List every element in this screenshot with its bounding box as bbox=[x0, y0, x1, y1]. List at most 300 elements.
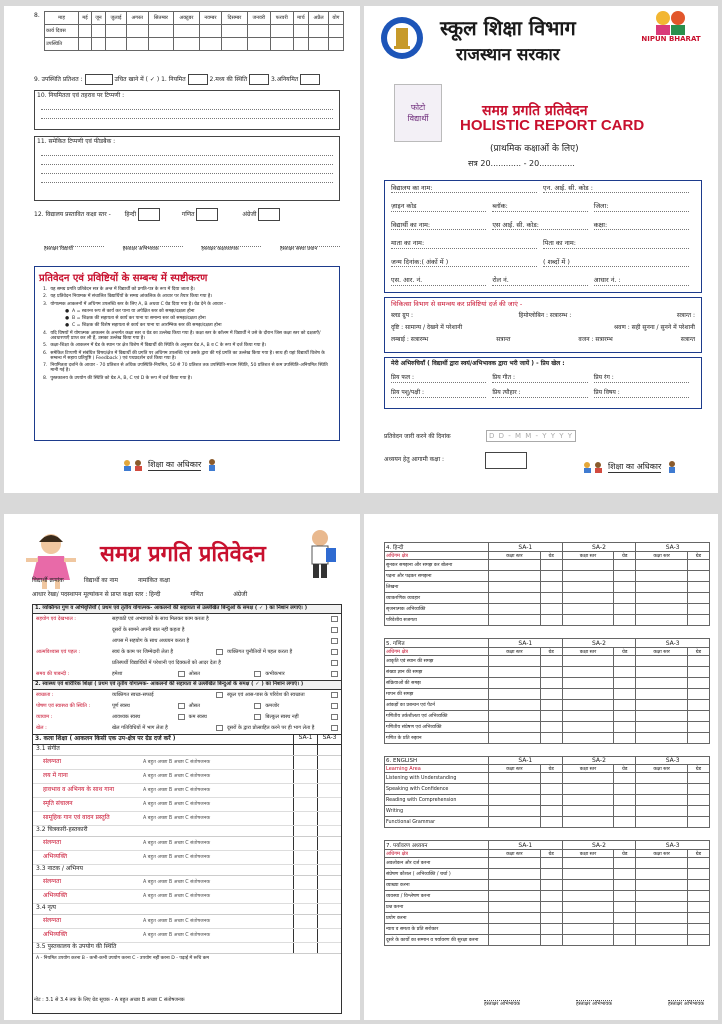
month-cell[interactable] bbox=[247, 38, 270, 51]
grade-cell[interactable] bbox=[687, 902, 709, 913]
grade-cell[interactable] bbox=[614, 733, 636, 744]
grade-cell[interactable] bbox=[614, 806, 636, 817]
grade-cell[interactable] bbox=[687, 689, 709, 700]
grade-cell[interactable] bbox=[540, 733, 562, 744]
grade-cell[interactable] bbox=[489, 656, 541, 667]
grade-cell[interactable] bbox=[540, 795, 562, 806]
grade-cell[interactable] bbox=[687, 935, 709, 946]
art-sa3-cell[interactable] bbox=[317, 756, 341, 769]
grade-cell[interactable] bbox=[489, 817, 541, 828]
grade-cell[interactable] bbox=[489, 795, 541, 806]
grade-cell[interactable] bbox=[489, 689, 541, 700]
grade-cell[interactable] bbox=[489, 869, 541, 880]
grade-cell[interactable] bbox=[636, 571, 688, 582]
grade-cell[interactable] bbox=[540, 604, 562, 615]
grade-cell[interactable] bbox=[540, 711, 562, 722]
sa-header: SA-2 bbox=[562, 757, 636, 765]
blood-group-field[interactable]: ब्लड ग्रुप : bbox=[391, 312, 413, 320]
grade-cell[interactable] bbox=[636, 722, 688, 733]
grade-cell[interactable] bbox=[540, 891, 562, 902]
grade-cell[interactable] bbox=[562, 604, 614, 615]
grade-cell[interactable] bbox=[636, 784, 688, 795]
health-item-checkbox[interactable] bbox=[178, 714, 185, 720]
month-cell[interactable] bbox=[309, 38, 329, 51]
grade-cell[interactable] bbox=[614, 722, 636, 733]
grade-cell[interactable] bbox=[562, 700, 614, 711]
grade-cell[interactable] bbox=[489, 773, 541, 784]
student-field[interactable]: एस आई. सी. कोड: bbox=[492, 222, 587, 230]
hobby-field[interactable]: प्रिय पशु/पक्षी : bbox=[391, 390, 486, 398]
personal-quality-option: प्रतिस्पर्धी विद्यार्थियों में परेशानी एवं दिक्कतों को आदर देता है bbox=[112, 659, 221, 666]
grade-cell[interactable] bbox=[687, 858, 709, 869]
grade-cell[interactable] bbox=[636, 773, 688, 784]
grade-cell[interactable] bbox=[687, 582, 709, 593]
library-sa3-cell[interactable] bbox=[317, 943, 341, 953]
month-cell[interactable] bbox=[247, 25, 270, 38]
grade-cell[interactable] bbox=[489, 924, 541, 935]
grade-cell[interactable] bbox=[540, 806, 562, 817]
grade-cell[interactable] bbox=[636, 795, 688, 806]
grade-cell[interactable] bbox=[687, 667, 709, 678]
grade-cell[interactable] bbox=[614, 604, 636, 615]
attendance-percent-row: 9. उपस्थिति प्रतिशत : उचित खाने में ( ✓ ) 1. नियमित 2.मध्य की स्थिति 3.अनियमित bbox=[34, 74, 320, 85]
month-cell[interactable] bbox=[222, 38, 247, 51]
month-cell[interactable] bbox=[126, 25, 148, 38]
grade-cell[interactable] bbox=[489, 733, 541, 744]
grade-cell[interactable] bbox=[562, 913, 614, 924]
page-top-left bbox=[4, 6, 360, 493]
grade-cell[interactable] bbox=[636, 913, 688, 924]
grade-cell[interactable] bbox=[540, 722, 562, 733]
month-cell[interactable] bbox=[106, 38, 127, 51]
height-start-field[interactable]: लम्बाई : सत्रारम्भ bbox=[391, 336, 429, 344]
health-item-checkbox[interactable] bbox=[178, 703, 185, 709]
grade-cell[interactable] bbox=[614, 689, 636, 700]
hobby-field[interactable]: प्रिय त्यौहार : bbox=[492, 390, 587, 398]
grade-cell[interactable] bbox=[562, 858, 614, 869]
hb-end-field[interactable]: सत्रान्त : bbox=[676, 312, 695, 320]
month-cell[interactable] bbox=[271, 38, 294, 51]
grade-cell[interactable] bbox=[489, 784, 541, 795]
sa-subcol-header: ग्रेड bbox=[614, 765, 636, 773]
grade-cell[interactable] bbox=[489, 891, 541, 902]
grade-cell[interactable] bbox=[687, 604, 709, 615]
grade-cell[interactable] bbox=[562, 678, 614, 689]
art-sa1-cell[interactable] bbox=[293, 784, 317, 797]
student-field[interactable]: जिला: bbox=[594, 203, 689, 211]
month-cell[interactable] bbox=[79, 25, 92, 38]
grade-cell[interactable] bbox=[687, 806, 709, 817]
grade-cell[interactable] bbox=[636, 869, 688, 880]
grade-cell[interactable] bbox=[614, 667, 636, 678]
grade-cell[interactable] bbox=[614, 582, 636, 593]
health-item-checkbox[interactable] bbox=[254, 703, 261, 709]
month-cell[interactable] bbox=[309, 25, 329, 38]
grade-cell[interactable] bbox=[489, 615, 541, 626]
grade-cell[interactable] bbox=[562, 869, 614, 880]
art-sa3-cell[interactable] bbox=[317, 784, 341, 797]
grade-cell[interactable] bbox=[489, 571, 541, 582]
personal-quality-checkbox[interactable] bbox=[331, 660, 338, 666]
student-field[interactable]: ब्लॉक: bbox=[492, 203, 587, 211]
grade-cell[interactable] bbox=[540, 560, 562, 571]
grade-cell[interactable] bbox=[687, 733, 709, 744]
next-class-box[interactable] bbox=[485, 452, 527, 469]
grade-cell[interactable] bbox=[614, 795, 636, 806]
grade-cell[interactable] bbox=[687, 784, 709, 795]
grade-cell[interactable] bbox=[540, 656, 562, 667]
hobby-field[interactable]: प्रिय विषय : bbox=[594, 390, 689, 398]
grade-cell[interactable] bbox=[489, 902, 541, 913]
student-field[interactable]: जन्म दिनांक:( अंकों में ) bbox=[391, 259, 537, 267]
month-cell[interactable] bbox=[293, 25, 309, 38]
month-cell[interactable] bbox=[174, 25, 199, 38]
month-cell[interactable] bbox=[126, 38, 148, 51]
grade-cell[interactable] bbox=[540, 858, 562, 869]
grade-cell[interactable] bbox=[562, 935, 614, 946]
vision-field[interactable]: दृष्टि : सामान्य / देखने में परेशानी bbox=[391, 324, 463, 332]
grade-cell[interactable] bbox=[636, 924, 688, 935]
health-rows bbox=[33, 690, 341, 734]
regularity-remark-box[interactable]: 10. नियमितता एवं तहराव पर टिप्पणी : bbox=[34, 90, 340, 130]
grade-cell[interactable] bbox=[636, 582, 688, 593]
art-sa3-cell[interactable] bbox=[317, 770, 341, 783]
month-cell[interactable] bbox=[91, 25, 105, 38]
art-row-label: लय में गाना bbox=[43, 771, 68, 779]
grade-cell[interactable] bbox=[687, 891, 709, 902]
grade-cell[interactable] bbox=[562, 656, 614, 667]
grade-cell[interactable] bbox=[614, 784, 636, 795]
month-header-cell: दिसम्बर bbox=[222, 12, 247, 25]
grade-cell[interactable] bbox=[687, 593, 709, 604]
hobby-field[interactable]: प्रिय रंग : bbox=[594, 375, 689, 383]
hindi-level-box[interactable] bbox=[138, 208, 160, 221]
month-cell[interactable] bbox=[79, 38, 92, 51]
student-field[interactable]: कक्षा: bbox=[594, 222, 689, 230]
grade-cell[interactable] bbox=[562, 795, 614, 806]
grade-cell[interactable] bbox=[540, 689, 562, 700]
weight-start-field[interactable]: वजन : सत्रारम्भ bbox=[578, 336, 613, 344]
personal-quality-option: दूसरों के सामने अपनी बात नहीं कहता है bbox=[112, 626, 185, 633]
art-header bbox=[33, 734, 341, 745]
sa-header: SA-2 bbox=[562, 543, 636, 552]
hobby-field[interactable]: प्रिय गीत : bbox=[492, 375, 587, 383]
grade-cell[interactable] bbox=[540, 935, 562, 946]
grade-cell[interactable] bbox=[614, 891, 636, 902]
grade-cell[interactable] bbox=[540, 784, 562, 795]
grade-cell[interactable] bbox=[540, 924, 562, 935]
grade-cell[interactable] bbox=[614, 880, 636, 891]
grade-cell[interactable] bbox=[614, 560, 636, 571]
medium-checkbox[interactable] bbox=[249, 74, 269, 85]
grade-cell[interactable] bbox=[636, 858, 688, 869]
grade-cell[interactable] bbox=[636, 902, 688, 913]
grade-cell[interactable] bbox=[614, 700, 636, 711]
month-cell[interactable] bbox=[222, 25, 247, 38]
art-sa1-cell[interactable] bbox=[293, 851, 317, 864]
month-cell[interactable] bbox=[174, 38, 199, 51]
art-sa1-cell[interactable] bbox=[293, 929, 317, 942]
grade-cell[interactable] bbox=[687, 571, 709, 582]
art-sa3-cell[interactable] bbox=[317, 876, 341, 889]
grade-cell[interactable] bbox=[562, 722, 614, 733]
grade-cell[interactable] bbox=[636, 733, 688, 744]
irregular-checkbox[interactable] bbox=[300, 74, 320, 85]
art-sa1-cell[interactable] bbox=[293, 798, 317, 811]
grade-cell[interactable] bbox=[489, 913, 541, 924]
grade-cell[interactable] bbox=[489, 678, 541, 689]
grade-cell[interactable] bbox=[636, 891, 688, 902]
grade-cell[interactable] bbox=[687, 615, 709, 626]
grade-cell[interactable] bbox=[489, 806, 541, 817]
grade-cell[interactable] bbox=[636, 700, 688, 711]
month-cell[interactable] bbox=[106, 25, 127, 38]
regular-checkbox[interactable] bbox=[188, 74, 208, 85]
grade-cell[interactable] bbox=[562, 571, 614, 582]
grade-cell[interactable] bbox=[614, 571, 636, 582]
student-field[interactable]: एस. आर. नं. bbox=[391, 277, 486, 285]
grade-cell[interactable] bbox=[562, 593, 614, 604]
grade-cell[interactable] bbox=[636, 806, 688, 817]
grade-cell[interactable] bbox=[562, 689, 614, 700]
explanation-text: यदि विषयों में योगात्मक आकलन के अन्तर्गत कक्षा स्तर व ग्रेड का उल्लेख किया गया है। कक्षा स्तर के कॉलम में विद्यार्थी ने उसे के दौरान जिस कक्षा स्तर को दक्षताएँ/अवधारणाएँ प्राप्त कर ली हैं, उसका उल्लेख किया गया है। bbox=[50, 330, 321, 341]
month-cell[interactable] bbox=[148, 38, 174, 51]
personal-quality-checkbox[interactable] bbox=[216, 649, 223, 655]
art-sa1-cell[interactable] bbox=[293, 837, 317, 850]
student-no-field[interactable]: विद्यार्थी क्रमांक bbox=[32, 577, 64, 584]
grade-cell[interactable] bbox=[687, 869, 709, 880]
explanation-point bbox=[43, 316, 335, 321]
grade-cell[interactable] bbox=[562, 924, 614, 935]
personal-quality-checkbox[interactable] bbox=[254, 671, 261, 677]
art-sa1-cell[interactable] bbox=[293, 770, 317, 783]
grade-cell[interactable] bbox=[562, 711, 614, 722]
grade-cell[interactable] bbox=[562, 880, 614, 891]
grade-cell[interactable] bbox=[636, 656, 688, 667]
issue-date-input[interactable]: D D - M M - Y Y Y Y bbox=[486, 430, 576, 442]
grade-cell[interactable] bbox=[687, 795, 709, 806]
health-item-checkbox[interactable] bbox=[331, 703, 338, 709]
student-field[interactable]: ज़ाइन कोड bbox=[391, 203, 486, 211]
grade-cell[interactable] bbox=[540, 582, 562, 593]
student-field[interactable]: माता का नाम: bbox=[391, 240, 537, 248]
grade-cell[interactable] bbox=[562, 733, 614, 744]
personal-quality-checkbox[interactable] bbox=[331, 638, 338, 644]
grade-cell[interactable] bbox=[687, 913, 709, 924]
math-level-box[interactable] bbox=[196, 208, 218, 221]
height-end-field[interactable]: सत्रान्त bbox=[496, 336, 511, 344]
student-field[interactable]: ( शब्दों में ) bbox=[543, 259, 689, 267]
grade-cell[interactable] bbox=[687, 773, 709, 784]
grade-cell[interactable] bbox=[636, 604, 688, 615]
grade-cell[interactable] bbox=[489, 722, 541, 733]
grade-cell[interactable] bbox=[540, 817, 562, 828]
grade-cell[interactable] bbox=[687, 880, 709, 891]
month-cell[interactable] bbox=[293, 38, 309, 51]
grade-cell[interactable] bbox=[614, 869, 636, 880]
month-cell[interactable] bbox=[328, 25, 343, 38]
month-cell[interactable] bbox=[199, 38, 222, 51]
grade-cell[interactable] bbox=[562, 784, 614, 795]
month-cell[interactable] bbox=[91, 38, 105, 51]
grade-cell[interactable] bbox=[687, 817, 709, 828]
art-sa1-cell[interactable] bbox=[293, 812, 317, 825]
grade-cell[interactable] bbox=[540, 913, 562, 924]
grade-cell[interactable] bbox=[614, 858, 636, 869]
student-field-row bbox=[391, 222, 695, 230]
personal-quality-checkbox[interactable] bbox=[331, 616, 338, 622]
art-sa1-cell[interactable] bbox=[293, 756, 317, 769]
grade-cell[interactable] bbox=[489, 604, 541, 615]
grade-cell[interactable] bbox=[636, 593, 688, 604]
student-field[interactable]: विद्यार्थी का नाम: bbox=[391, 222, 486, 230]
grade-cell[interactable] bbox=[540, 880, 562, 891]
grade-cell[interactable] bbox=[562, 773, 614, 784]
department-name: स्कूल शिक्षा विभाग bbox=[440, 16, 576, 40]
grade-cell[interactable] bbox=[540, 700, 562, 711]
grade-cell[interactable] bbox=[687, 678, 709, 689]
grade-cell[interactable] bbox=[636, 678, 688, 689]
month-cell[interactable] bbox=[199, 25, 222, 38]
learning-area-row bbox=[385, 656, 710, 667]
sa-header: SA-1 bbox=[489, 841, 563, 850]
personal-quality-checkbox[interactable] bbox=[331, 627, 338, 633]
grade-cell[interactable] bbox=[562, 582, 614, 593]
grade-cell[interactable] bbox=[636, 615, 688, 626]
grade-cell[interactable] bbox=[540, 773, 562, 784]
grade-cell[interactable] bbox=[614, 656, 636, 667]
grade-cell[interactable] bbox=[562, 806, 614, 817]
grade-cell[interactable] bbox=[562, 817, 614, 828]
explanation-point bbox=[43, 302, 335, 307]
attendance-percent-box[interactable] bbox=[85, 74, 113, 85]
grade-cell[interactable] bbox=[540, 571, 562, 582]
grade-cell[interactable] bbox=[687, 924, 709, 935]
grade-cell[interactable] bbox=[489, 700, 541, 711]
art-sa3-cell[interactable] bbox=[317, 851, 341, 864]
art-sa1-cell[interactable] bbox=[293, 890, 317, 903]
grade-cell[interactable] bbox=[489, 560, 541, 571]
art-sa3-cell[interactable] bbox=[317, 890, 341, 903]
feedback-remark-box[interactable]: 11. समेकित टिप्पणी एवं फीडबैक : bbox=[34, 136, 340, 201]
grade-cell[interactable] bbox=[636, 667, 688, 678]
grade-cell[interactable] bbox=[614, 678, 636, 689]
grade-cell[interactable] bbox=[540, 593, 562, 604]
hb-start-field[interactable]: हिमोग्लोबिन : सत्रारम्भ : bbox=[518, 312, 572, 320]
grade-cell[interactable] bbox=[540, 615, 562, 626]
grade-cell[interactable] bbox=[489, 667, 541, 678]
grade-cell[interactable] bbox=[489, 858, 541, 869]
grade-cell[interactable] bbox=[540, 869, 562, 880]
month-cell[interactable] bbox=[271, 25, 294, 38]
hobby-field[interactable]: प्रिय फल : bbox=[391, 375, 486, 383]
grade-cell[interactable] bbox=[540, 902, 562, 913]
student-field[interactable]: आधार नं. : bbox=[594, 277, 689, 285]
grade-cell[interactable] bbox=[489, 880, 541, 891]
grade-cell[interactable] bbox=[614, 773, 636, 784]
month-cell[interactable] bbox=[148, 25, 174, 38]
art-sa3-cell[interactable] bbox=[317, 837, 341, 850]
grade-cell[interactable] bbox=[562, 560, 614, 571]
art-sa3-cell[interactable] bbox=[317, 798, 341, 811]
grade-cell[interactable] bbox=[687, 700, 709, 711]
english-level-box[interactable] bbox=[258, 208, 280, 221]
student-photo-box[interactable]: फोटो विद्यार्थी bbox=[394, 84, 442, 142]
enrolled-class-field[interactable]: नामांकित कक्षा bbox=[137, 577, 170, 584]
learning-area-header: Learning Area bbox=[385, 765, 489, 773]
session-field[interactable]: सत्र 20............ - 20.............. bbox=[468, 159, 575, 168]
learning-area-row bbox=[385, 722, 710, 733]
health-item-checkbox[interactable] bbox=[254, 714, 261, 720]
health-item-checkbox[interactable] bbox=[331, 725, 338, 731]
personal-quality-checkbox[interactable] bbox=[331, 671, 338, 677]
art-sa3-cell[interactable] bbox=[317, 915, 341, 928]
art-sa1-cell[interactable] bbox=[293, 876, 317, 889]
grade-cell[interactable] bbox=[540, 667, 562, 678]
grade-cell[interactable] bbox=[614, 935, 636, 946]
grade-cell[interactable] bbox=[636, 935, 688, 946]
grade-cell[interactable] bbox=[636, 689, 688, 700]
health-item-checkbox[interactable] bbox=[331, 714, 338, 720]
grade-cell[interactable] bbox=[636, 880, 688, 891]
student-field[interactable]: विद्यालय का नाम: bbox=[391, 185, 537, 193]
grade-cell[interactable] bbox=[687, 722, 709, 733]
grade-cell[interactable] bbox=[614, 924, 636, 935]
grade-cell[interactable] bbox=[562, 667, 614, 678]
grade-cell[interactable] bbox=[687, 656, 709, 667]
hearing-field[interactable]: श्रवण : सही सुनना / सुनने में परेशानी bbox=[613, 324, 695, 332]
student-field[interactable]: रोल नं. bbox=[492, 277, 587, 285]
art-sa3-cell[interactable] bbox=[317, 929, 341, 942]
health-item-checkbox[interactable] bbox=[331, 692, 338, 698]
grade-cell[interactable] bbox=[687, 711, 709, 722]
grade-cell[interactable] bbox=[562, 902, 614, 913]
subject-subheader-row bbox=[385, 765, 710, 773]
art-sa1-cell[interactable] bbox=[293, 915, 317, 928]
personal-quality-option: हमेशा bbox=[112, 670, 123, 677]
grade-cell[interactable] bbox=[489, 593, 541, 604]
grade-cell[interactable] bbox=[614, 711, 636, 722]
grade-cell[interactable] bbox=[687, 560, 709, 571]
grade-cell[interactable] bbox=[614, 593, 636, 604]
grade-cell[interactable] bbox=[614, 817, 636, 828]
month-cell[interactable] bbox=[328, 38, 343, 51]
health-item-checkbox[interactable] bbox=[216, 725, 223, 731]
grade-cell[interactable] bbox=[636, 817, 688, 828]
personal-quality-checkbox[interactable] bbox=[331, 649, 338, 655]
student-field[interactable]: पिता का नाम: bbox=[543, 240, 689, 248]
grade-cell[interactable] bbox=[636, 711, 688, 722]
grade-cell[interactable] bbox=[562, 615, 614, 626]
grade-cell[interactable] bbox=[614, 913, 636, 924]
student-name-field[interactable]: विद्यार्थी का नाम bbox=[83, 577, 118, 584]
weight-end-field[interactable]: सत्रान्त bbox=[680, 336, 695, 344]
grade-cell[interactable] bbox=[489, 711, 541, 722]
grade-cell[interactable] bbox=[614, 902, 636, 913]
grade-cell[interactable] bbox=[489, 582, 541, 593]
grade-cell[interactable] bbox=[614, 615, 636, 626]
personal-quality-checkbox[interactable] bbox=[178, 671, 185, 677]
art-sa3-cell[interactable] bbox=[317, 812, 341, 825]
library-sa1-cell[interactable] bbox=[293, 943, 317, 953]
grade-cell[interactable] bbox=[562, 891, 614, 902]
grade-cell[interactable] bbox=[636, 560, 688, 571]
health-item-checkbox[interactable] bbox=[216, 692, 223, 698]
grade-cell[interactable] bbox=[489, 935, 541, 946]
student-field[interactable]: एन. आई. सी. कोड : bbox=[543, 185, 689, 193]
grade-cell[interactable] bbox=[540, 678, 562, 689]
art-row bbox=[33, 915, 341, 929]
